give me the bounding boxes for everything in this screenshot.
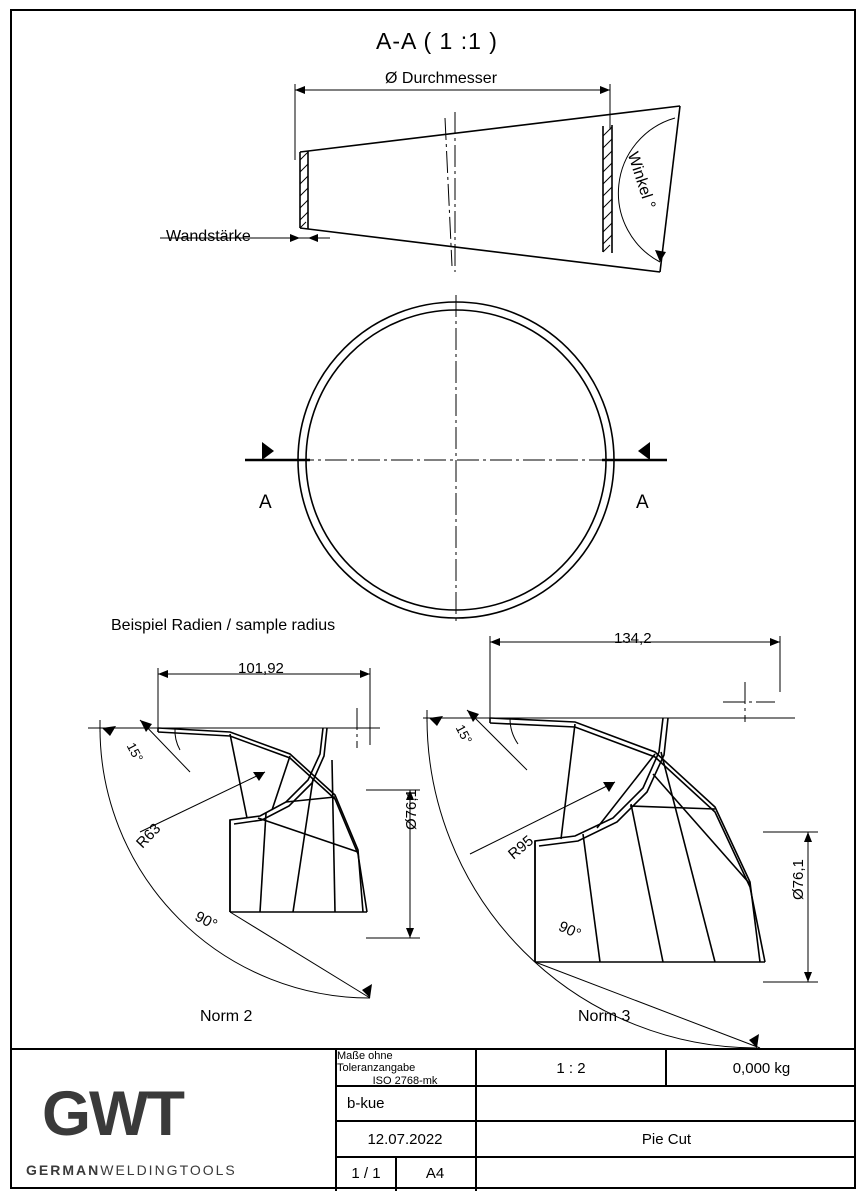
diameter-label: Ø Durchmesser	[385, 70, 498, 87]
part-name-cell: Pie Cut	[641, 1130, 692, 1148]
section-view-a-a	[0, 0, 868, 300]
norm2-radius: R63	[133, 820, 165, 852]
norm2-width-dim: 101,92	[238, 660, 284, 677]
norm3-radius: R95	[505, 832, 538, 864]
logo-subtitle-bold: GERMAN	[26, 1162, 101, 1178]
wall-thickness-label: Wandstärke	[166, 228, 251, 245]
page-title: A-A ( 1 :1 )	[376, 28, 498, 54]
norm3-tube-diameter: Ø76,1	[790, 859, 807, 900]
tolerance-line-1: Maße ohne Toleranzangabe	[337, 1049, 416, 1075]
scale-cell: 1 : 2	[556, 1060, 586, 1077]
date-cell: 12.07.2022	[367, 1130, 443, 1148]
blank-cell-2	[477, 1158, 856, 1189]
circular-view	[0, 290, 868, 640]
weight-cell: 0,000 kg	[732, 1060, 791, 1077]
sample-radius-label: Beispiel Radien / sample radius	[111, 617, 336, 634]
tolerance-line-2: ISO 2768-mk	[372, 1074, 438, 1087]
norm3-angle-segment: 15°	[452, 722, 476, 747]
norm2-angle-segment: 15°	[123, 740, 147, 765]
norm3-view	[415, 622, 845, 1022]
angle-label: Winkel °	[623, 150, 659, 212]
logo-subtitle	[26, 1162, 237, 1178]
norm3-width-dim: 134,2	[614, 630, 652, 647]
norm2-tube-diameter: Ø76,1	[403, 789, 420, 830]
sheet-cell: 1 / 1	[351, 1165, 381, 1182]
format-cell: A4	[425, 1165, 445, 1182]
logo-mark: GWT	[42, 1079, 183, 1149]
blank-cell-1	[477, 1087, 856, 1120]
norm2-caption: Norm 2	[200, 1008, 253, 1025]
norm2-total-angle: 90°	[192, 908, 221, 934]
norm3-caption: Norm 3	[578, 1008, 631, 1025]
norm3-total-angle: 90°	[555, 918, 584, 943]
section-letter-left: A	[259, 492, 272, 513]
drawn-by-cell: b-kue	[347, 1095, 385, 1112]
tolerance-cell	[337, 1049, 473, 1087]
logo-subtitle-light: WELDINGTOOLS	[100, 1162, 237, 1178]
title-block	[10, 1048, 856, 1189]
section-letter-right: A	[636, 492, 649, 513]
